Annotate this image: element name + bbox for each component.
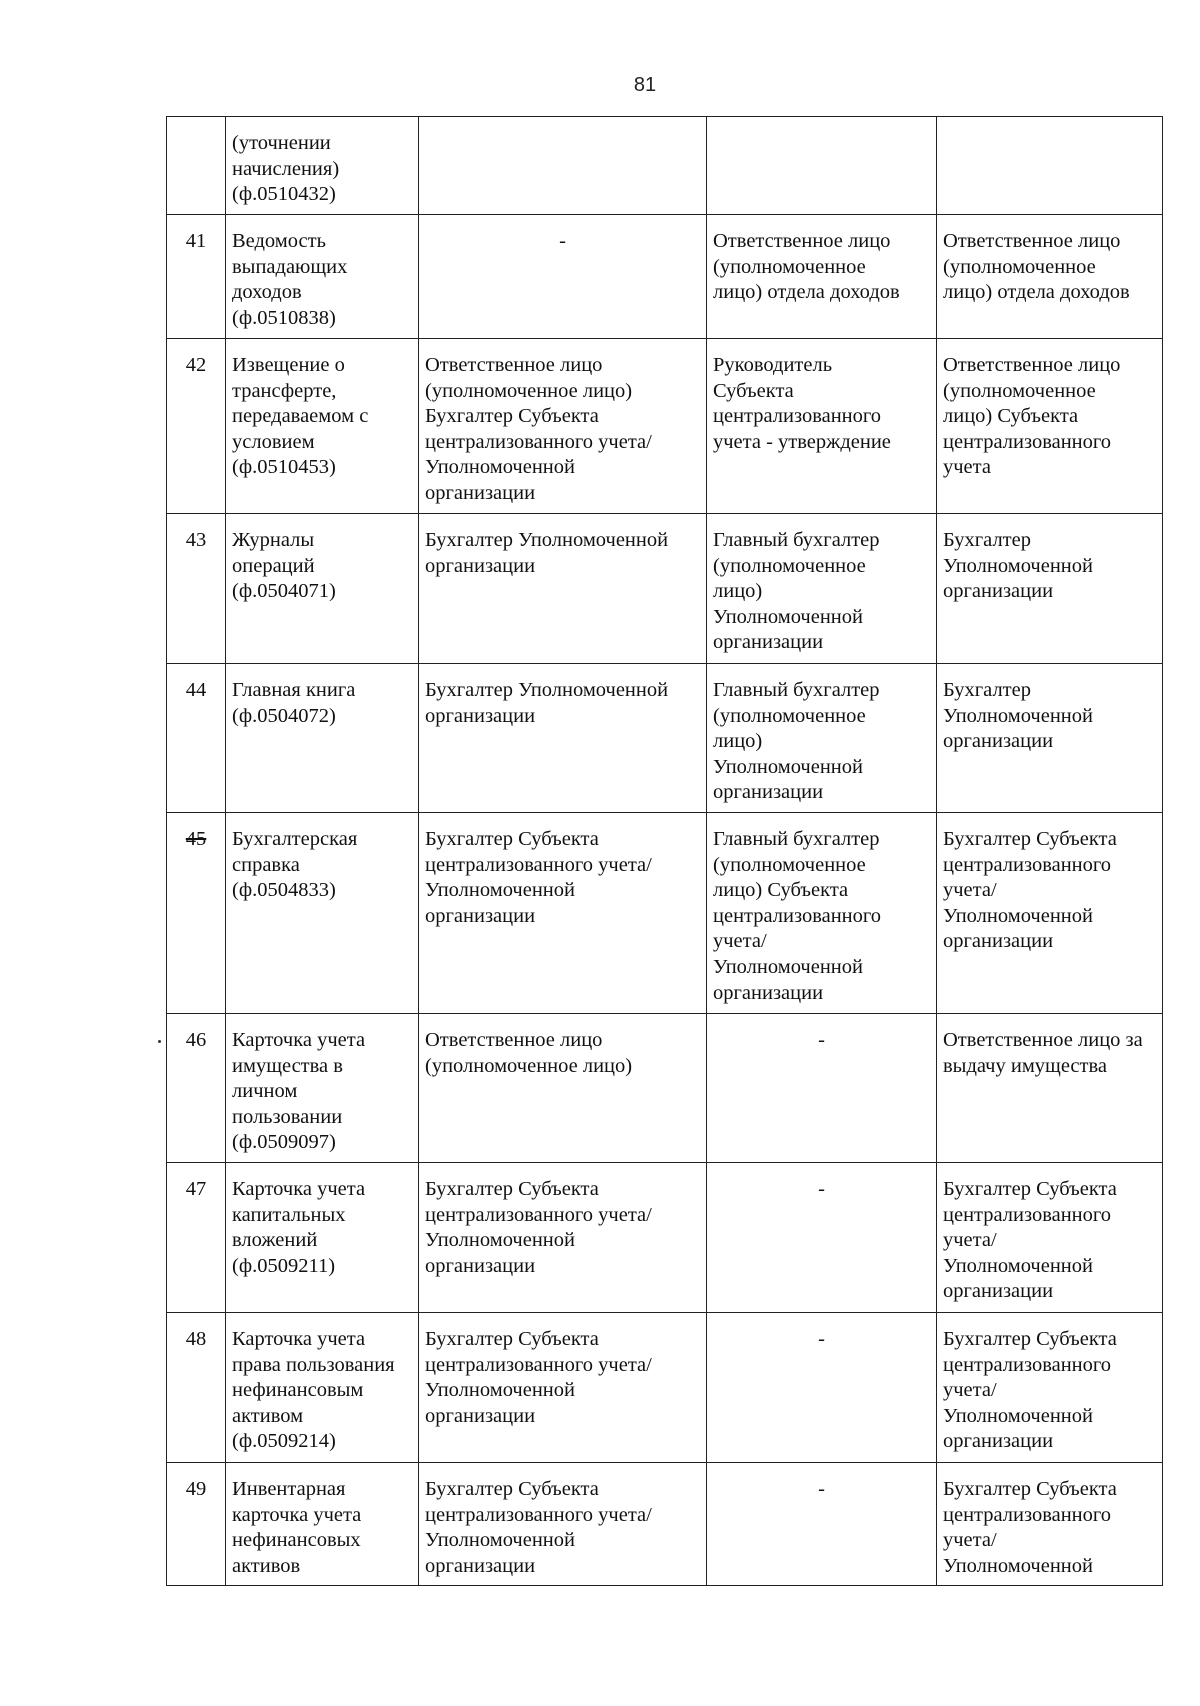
creator-cell: Бухгалтер Субъекта централизованного учета/ Уполномоченной организации: [419, 812, 707, 1013]
document-name-cell: Главная книга (ф.0504072): [226, 664, 419, 813]
document-name-cell: Журналы операций (ф.0504071): [226, 514, 419, 664]
row-number-cell: [167, 117, 226, 215]
responsible-cell: Бухгалтер Уполномоченной организации: [937, 514, 1163, 664]
responsible-cell: Ответственное лицо (уполномоченное лицо) Субъекта централизованного учета: [937, 339, 1163, 514]
responsible-cell: Бухгалтер Субъекта централизованного учета/ Уполномоченной организации: [937, 1312, 1163, 1462]
table-row: [167, 1013, 1163, 1162]
approver-cell: -: [707, 1312, 937, 1462]
responsible-cell: [937, 117, 1163, 215]
table-row: [167, 117, 1163, 215]
document-name-cell: Инвентарная карточка учета нефинансовых активов: [226, 1462, 419, 1585]
responsible-cell: Бухгалтер Уполномоченной организации: [937, 664, 1163, 813]
table-row: [167, 1162, 1163, 1312]
approver-cell: Главный бухгалтер (уполномоченное лицо) Уполномоченной организации: [707, 514, 937, 664]
creator-cell: Ответственное лицо (уполномоченное лицо): [419, 1013, 707, 1162]
creator-cell: Бухгалтер Субъекта централизованного учета/ Уполномоченной организации: [419, 1162, 707, 1312]
document-name-cell: Карточка учета капитальных вложений (ф.0509211): [226, 1162, 419, 1312]
creator-cell: Ответственное лицо (уполномоченное лицо) Бухгалтер Субъекта централизованного учета/ Уполномоченной организации: [419, 339, 707, 514]
approver-cell: Руководитель Субъекта централизованного учета - утверждение: [707, 339, 937, 514]
creator-cell: [419, 117, 707, 215]
row-number-cell: 47: [167, 1162, 226, 1312]
table-row: [167, 812, 1163, 1013]
page-number: 81: [633, 74, 657, 96]
document-name-cell: Ведомость выпадающих доходов (ф.0510838): [226, 215, 419, 339]
approver-cell: -: [707, 1013, 937, 1162]
approver-cell: Главный бухгалтер (уполномоченное лицо) Субъекта централизованного учета/ Уполномоченной организации: [707, 812, 937, 1013]
creator-cell: Бухгалтер Субъекта централизованного учета/ Уполномоченной организации: [419, 1462, 707, 1585]
row-number-cell: 41: [167, 215, 226, 339]
approver-cell: -: [707, 1162, 937, 1312]
creator-cell: Бухгалтер Уполномоченной организации: [419, 514, 707, 664]
approver-cell: Ответственное лицо (уполномоченное лицо) отдела доходов: [707, 215, 937, 339]
table-row: [167, 664, 1163, 813]
document-table: [166, 116, 1163, 1586]
row-number-cell: 42: [167, 339, 226, 514]
document-name-cell: Извещение о трансферте, передаваемом с условием (ф.0510453): [226, 339, 419, 514]
table-row: [167, 339, 1163, 514]
approver-cell: [707, 117, 937, 215]
table-row: [167, 1462, 1163, 1585]
responsible-cell: Бухгалтер Субъекта централизованного учета/ Уполномоченной организации: [937, 812, 1163, 1013]
row-number-cell: 48: [167, 1312, 226, 1462]
document-name-cell: (уточнении начисления) (ф.0510432): [226, 117, 419, 215]
table-row: [167, 1312, 1163, 1462]
approver-cell: -: [707, 1462, 937, 1585]
responsible-cell: Ответственное лицо (уполномоченное лицо) отдела доходов: [937, 215, 1163, 339]
table-row: [167, 215, 1163, 339]
approver-cell: Главный бухгалтер (уполномоченное лицо) Уполномоченной организации: [707, 664, 937, 813]
responsible-cell: Бухгалтер Субъекта централизованного учета/ Уполномоченной: [937, 1462, 1163, 1585]
creator-cell: -: [419, 215, 707, 339]
responsible-cell: Бухгалтер Субъекта централизованного учета/ Уполномоченной организации: [937, 1162, 1163, 1312]
document-name-cell: Бухгалтерская справка (ф.0504833): [226, 812, 419, 1013]
row-number-cell: 46: [167, 1013, 226, 1162]
document-name-cell: Карточка учета права пользования нефинансовым активом (ф.0509214): [226, 1312, 419, 1462]
row-number-cell: 43: [167, 514, 226, 664]
table-row: [167, 514, 1163, 664]
row-number-cell: 44: [167, 664, 226, 813]
row-number-cell: 45: [167, 812, 226, 1013]
creator-cell: Бухгалтер Субъекта централизованного учета/ Уполномоченной организации: [419, 1312, 707, 1462]
row-number-cell: 49: [167, 1462, 226, 1585]
responsible-cell: Ответственное лицо за выдачу имущества: [937, 1013, 1163, 1162]
document-name-cell: Карточка учета имущества в личном пользовании (ф.0509097): [226, 1013, 419, 1162]
stray-mark: [158, 1040, 161, 1043]
creator-cell: Бухгалтер Уполномоченной организации: [419, 664, 707, 813]
